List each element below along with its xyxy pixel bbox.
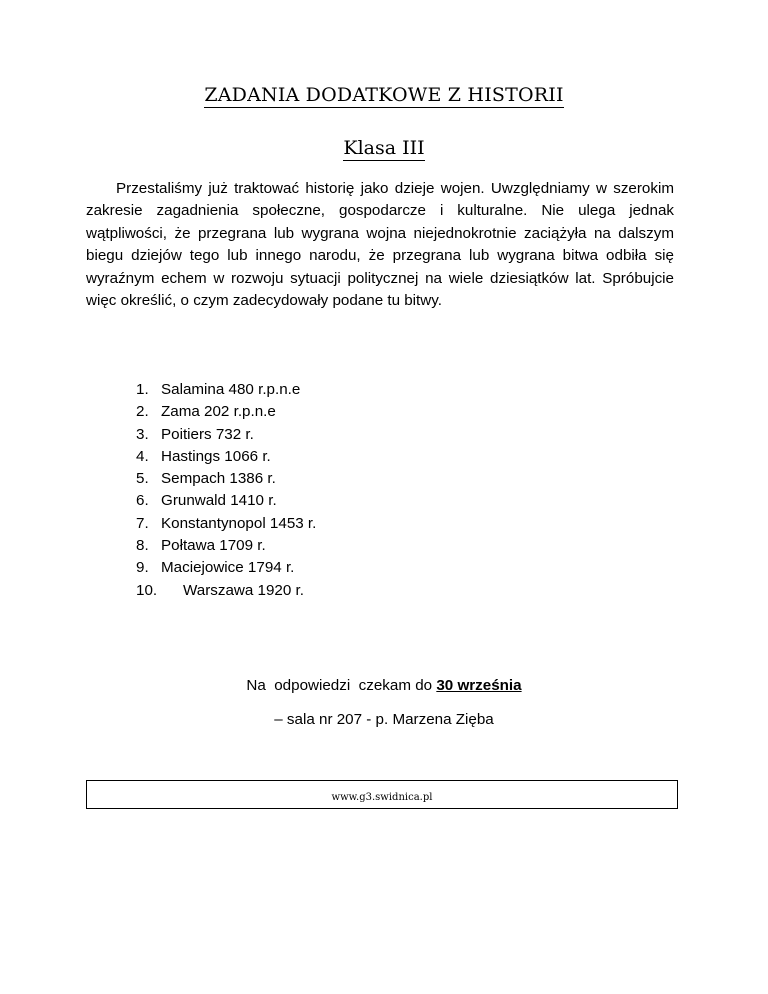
list-item-text: Hastings 1066 r. — [161, 447, 271, 465]
list-item-number: 2. — [136, 403, 149, 421]
list-item-text: Poitiers 732 r. — [161, 425, 254, 443]
answers-note — [0, 677, 768, 694]
list-item-text: Grunwald 1410 r. — [161, 492, 277, 510]
list-item-text: Sempach 1386 r. — [161, 470, 276, 488]
list-item — [136, 424, 316, 446]
list-item — [136, 580, 316, 602]
list-item — [136, 513, 316, 535]
list-item-text: Zama 202 r.p.n.e — [161, 403, 276, 421]
list-item-text: Konstantynopol 1453 r. — [161, 514, 317, 532]
list-item-number: 1. — [136, 381, 149, 398]
list-item-text: Maciejowice 1794 r. — [161, 559, 295, 577]
deadline-date: 30 września — [436, 677, 522, 694]
list-item — [136, 557, 316, 579]
list-item — [136, 446, 316, 468]
list-item-number: 7. — [136, 514, 149, 532]
list-item-number: 6. — [136, 492, 149, 510]
document-title-text: ZADANIA DODATKOWE Z HISTORII — [204, 84, 564, 106]
intro-paragraph: Przestaliśmy już traktować historię jako dzieje wojen. Uwzględniamy w szerokim zakresie zagadnienia społeczne, gospodarcze i kulturalne. Nie ulega jednak wątpliwości, że przegrana lub wygrana wojna niejednokrotnie zaciążyła na dalszym biegu dziejów tego lub innego narodu, że przegrana lub wygrana bitwa odbiła się wyraźnym echem w rozwoju sytuacji politycznej na wiele dziesiątków lat. Spróbujcie więc określić, o czym zadecydowały podane tu bitwy. — [86, 180, 674, 310]
list-item-number: 5. — [136, 470, 149, 488]
list-item — [136, 379, 316, 401]
list-item-number: 9. — [136, 559, 149, 577]
document-title — [0, 84, 768, 106]
list-item-text: Salamina 480 r.p.n.e — [161, 381, 301, 398]
list-item — [136, 468, 316, 490]
footer-website: www.g3.swidnica.pl — [331, 792, 433, 803]
answers-note-text: Na odpowiedzi czekam do — [246, 677, 437, 694]
class-subtitle — [0, 137, 768, 159]
list-item-number: 3. — [136, 425, 149, 443]
list-item-text: Połtawa 1709 r. — [161, 537, 266, 555]
list-item-number: 4. — [136, 447, 149, 465]
list-item-number: 8. — [136, 537, 149, 555]
battle-list — [136, 379, 316, 602]
room-note: – sala nr 207 - p. Marzena Zięba — [274, 711, 494, 728]
list-item — [136, 490, 316, 512]
footer-box — [86, 780, 678, 809]
list-item-text: Warszawa 1920 r. — [183, 581, 304, 599]
list-item — [136, 535, 316, 557]
class-subtitle-text: Klasa III — [343, 137, 425, 159]
list-item-number: 10. — [136, 581, 158, 599]
list-item — [136, 401, 316, 423]
